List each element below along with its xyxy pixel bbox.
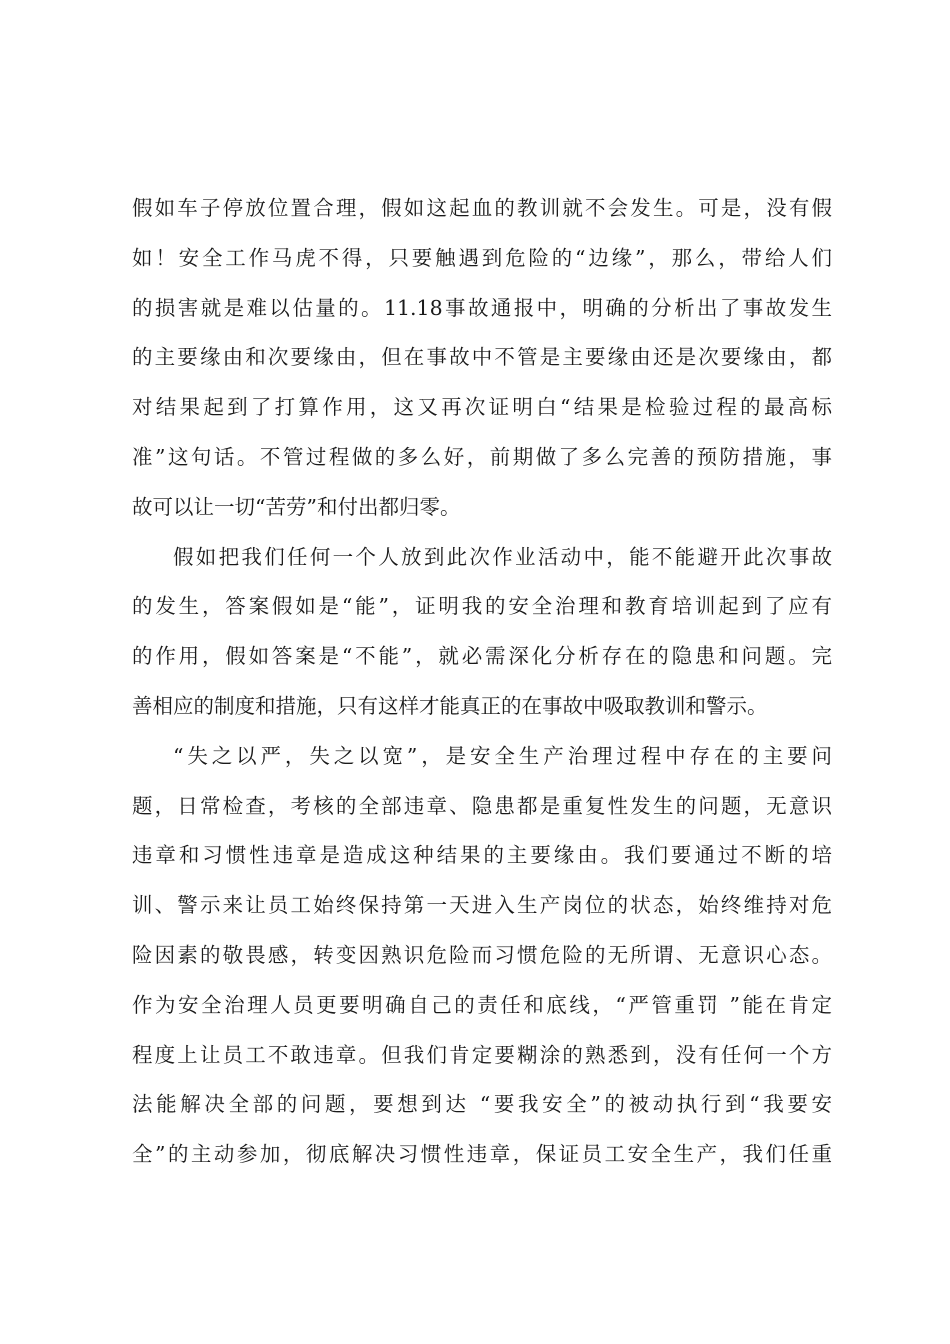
text-line: 全”的主动参加，彻底解决习惯性违章，保证员工安全生产，我们任重 (132, 1142, 832, 1167)
text-line: 险因素的敬畏感，转变因熟识危险而习惯危险的无所谓、无意识心态。 (132, 942, 832, 967)
text-line: 违章和习惯性违章是造成这种结果的主要缘由。我们要通过不断的培 (132, 843, 832, 868)
paragraph-3 (132, 732, 832, 1180)
text-line: 如！安全工作马虎不得，只要触遇到危险的“边缘”，那么，带给人们 (132, 245, 832, 270)
text-line: 假如把我们任何一个人放到此次作业活动中，能不能避开此次事故 (173, 544, 832, 569)
text-line: 善相应的制度和措施，只有这样才能真正的在事故中吸取教训和警示。 (132, 693, 768, 718)
text-line: 假如车子停放位置合理，假如这起血的教训就不会发生。可是，没有假 (132, 196, 832, 220)
text-line: 对结果起到了打算作用，这又再次证明白“结果是检验过程的最高标 (132, 395, 832, 420)
document-body (132, 184, 832, 1180)
paragraph-1 (132, 184, 832, 533)
text-line: 题，日常检查，考核的全部违章、隐患都是重复性发生的问题，无意识 (132, 793, 832, 818)
text-line: 的发生，答案假如是“能”，证明我的安全治理和教育培训起到了应有 (132, 594, 832, 619)
text-line: 训、警示来让员工始终保持第一天进入生产岗位的状态，始终维持对危 (132, 893, 832, 918)
text-line: “失之以严，失之以宽”，是安全生产治理过程中存在的主要问 (173, 743, 832, 768)
text-line: 的作用，假如答案是“不能”，就必需深化分析存在的隐患和问题。完 (132, 644, 832, 669)
text-line: 的损害就是难以估量的。11.18事故通报中，明确的分析出了事故发生 (132, 295, 832, 320)
text-line: 作为安全治理人员更要明确自己的责任和底线，“严管重罚 ”能在肯定 (132, 992, 832, 1017)
text-line: 准”这句话。不管过程做的多么好，前期做了多么完善的预防措施，事 (132, 444, 832, 469)
text-line: 故可以让一切“苦劳”和付出都归零。 (132, 494, 461, 519)
text-line: 的主要缘由和次要缘由，但在事故中不管是主要缘由还是次要缘由，都 (132, 345, 832, 370)
text-line: 程度上让员工不敢违章。但我们肯定要糊涂的熟悉到，没有任何一个方 (132, 1042, 832, 1067)
paragraph-2 (132, 533, 832, 732)
text-line: 法能解决全部的问题，要想到达 “要我安全”的被动执行到“我要安 (132, 1092, 832, 1117)
